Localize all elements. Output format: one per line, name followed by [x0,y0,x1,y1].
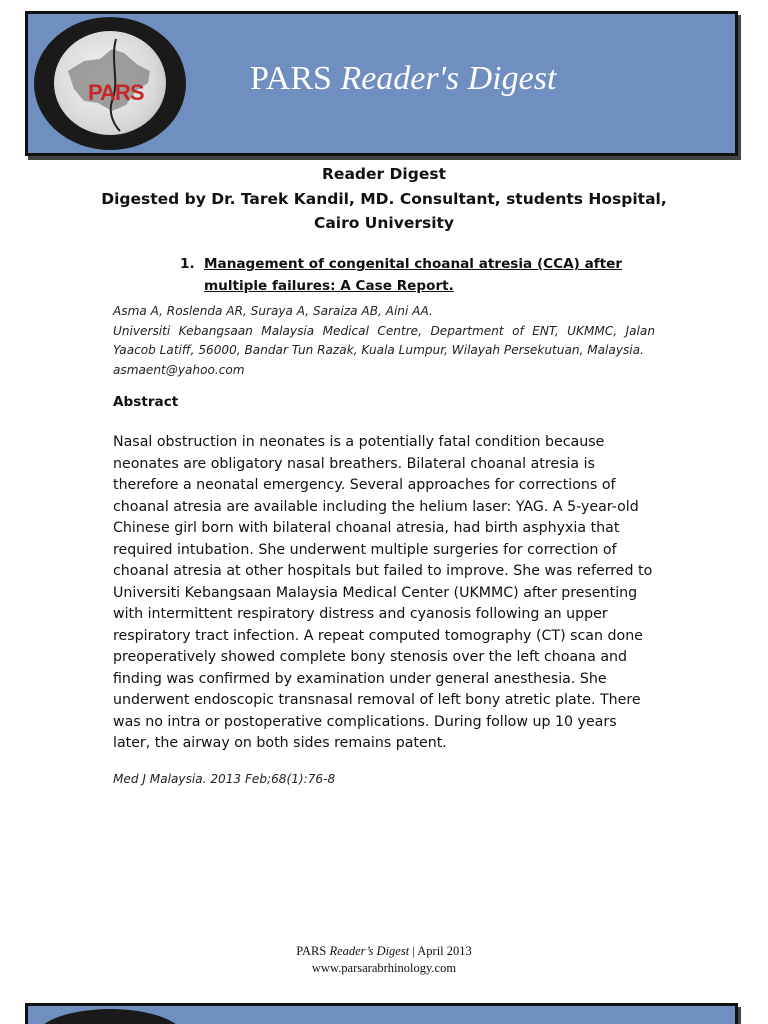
journal-citation: Med J Malaysia. 2013 Feb;68(1):76-8 [113,772,336,786]
article-title-line-1: Management of congenital choanal atresia (CCA) after [204,256,623,272]
footer-pars: PARS [296,944,330,958]
digest-author-line: Digested by Dr. Tarek Kandil, MD. Consultant, students Hospital, [101,190,667,208]
banner-title-plain: PARS [250,60,341,97]
abstract-line: Universiti Kebangsaan Malaysia Medical Center (UKMMC) after presenting [113,584,638,601]
abstract-line: preoperatively showed complete bony stenosis over the left choana and [113,649,628,665]
footer-digest: Reader’s Digest [329,944,410,958]
next-page-banner [25,1003,738,1024]
article-title-line-2: multiple failures: A Case Report. [204,278,454,294]
abstract-line: required intubation. She underwent multiple surgeries for correction of [113,541,617,558]
page-footer [0,944,768,959]
abstract-line: underwent endoscopic transnasal removal of left bony atretic plate. There [113,692,641,708]
abstract-line: later, the airway on both sides remains patent. [113,735,447,751]
abstract-heading: Abstract [113,394,179,410]
abstract-line: was no intra or postoperative complications. During follow up 10 years [113,713,617,730]
abstract-line: neonates are obligatory nasal breathers. Bilateral choanal atresia is [113,455,595,472]
logo-label: PARS [88,80,144,105]
abstract-body [113,432,653,755]
affiliation-line-1: Universiti Kebangsaan Malaysia Medical Centre, Department of ENT, UKMMC, Jalan [113,323,655,338]
affiliation-line-2: Yaacob Latiff, 56000, Bandar Tun Razak, Kuala Lumpur, Wilayah Persekutuan, Malaysia. [113,343,644,357]
abstract-line: respiratory tract infection. A repeat computed tomography (CT) scan done [113,627,643,644]
pars-logo [34,17,186,150]
abstract-line: finding was confirmed by examination under general anesthesia. She [113,670,607,687]
next-page-logo [34,1009,186,1024]
abstract-line: Nasal obstruction in neonates is a potentially fatal condition because [113,434,605,450]
abstract-line: choanal atresia are available including the helium laser: YAG. A 5-year-old [113,498,639,515]
digest-heading: Reader Digest [322,165,446,183]
footer-website: www.parsarabrhinology.com [311,961,457,975]
banner-title-italic: Reader's Digest [340,60,557,97]
abstract-line: Chinese girl born with bilateral choanal atresia, had birth asphyxia that [113,520,620,536]
footer-date: | April 2013 [409,944,472,958]
digest-institution: Cairo University [313,214,455,232]
author-block [113,302,655,380]
header-banner [25,11,738,156]
author-email: asmaent@yahoo.com [113,362,245,377]
author-list: Asma A, Roslenda AR, Suraya A, Saraiza AB, Aini AA. [113,304,433,318]
banner-title [250,60,556,98]
abstract-line: choanal atresia at other hospitals but failed to improve. She was referred to [113,563,653,579]
abstract-line: therefore a neonatal emergency. Several approaches for corrections of [113,477,616,493]
logo-emblem [54,31,166,135]
abstract-line: with intermittent respiratory distress and cyanosis following an upper [113,606,608,622]
article-number: 1. [180,256,195,272]
